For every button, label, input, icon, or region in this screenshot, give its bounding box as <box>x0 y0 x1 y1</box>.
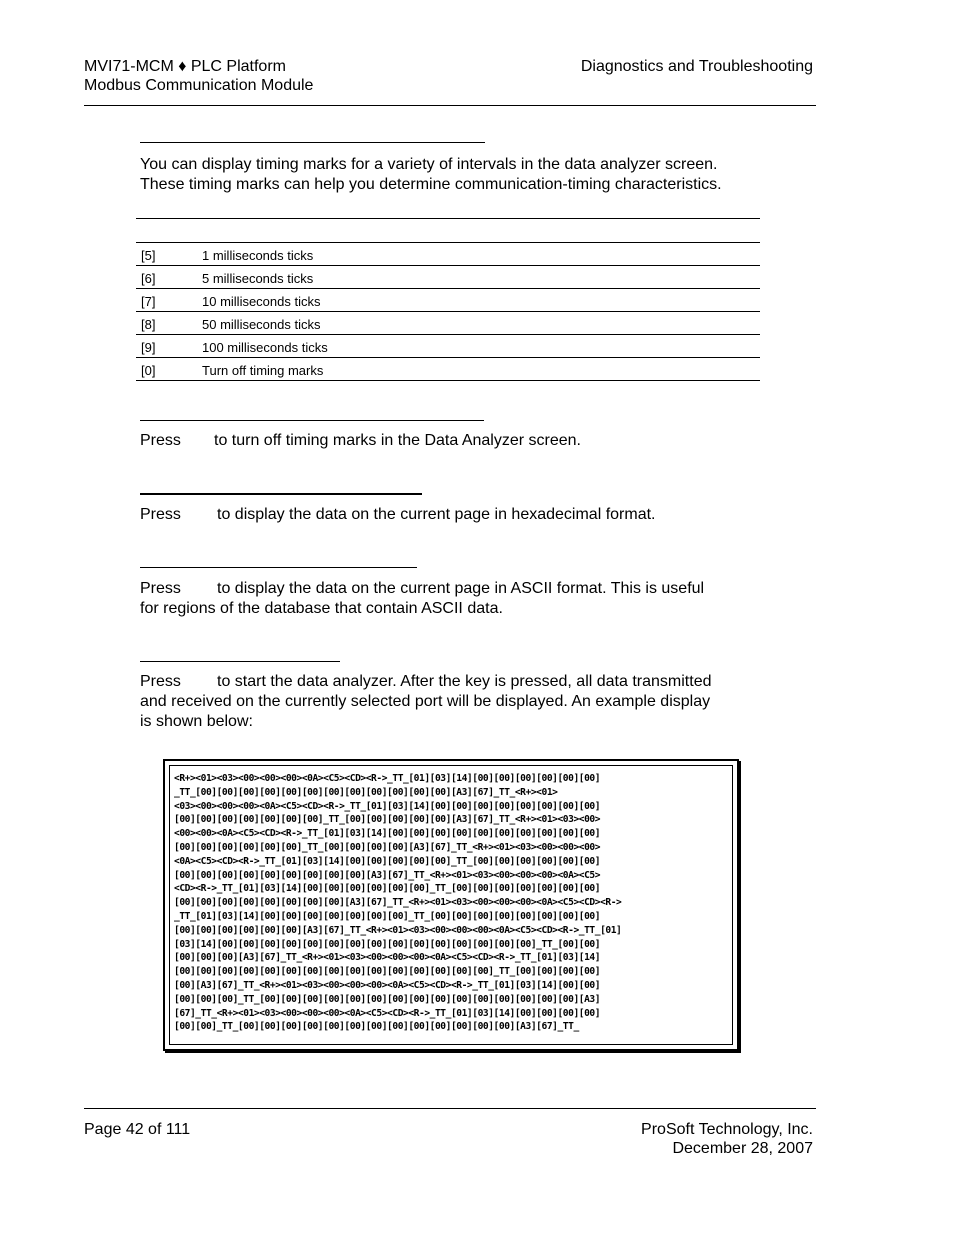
table-row <box>136 312 760 335</box>
analyzer-line: [00][00][00][00][00][00][00][00][00][00][00][00][00][00][00]_TT_[00][00][00][00] <box>174 966 601 978</box>
press-label: Press <box>140 673 181 690</box>
analyzer-line: [67]_TT_<R+><01><03><00><00><00><0A><C5><CD><R->_TT_[01][03][14][00][00][00][00] <box>174 1007 601 1019</box>
analyzer-line: [00][00][00][00][00][00][A3][67]_TT_<R+><01><03><00><00><00><0A><C5><CD><R->_TT_[01] <box>174 924 622 936</box>
header-product-title: MVI71-MCM ♦ PLC Platform <box>84 58 286 75</box>
analyzer-line: [00][00][00][00][00][00][00]_TT_[00][00][00][00][00][A3][67]_TT_<R+><01><03><00> <box>174 814 601 826</box>
intro-paragraph: You can display timing marks for a variety of intervals in the data analyzer screen. These timing marks can help you determine communication-timing characteristics. <box>140 156 722 193</box>
table-row <box>136 289 760 312</box>
start-description-line3: is shown below: <box>140 713 253 730</box>
ascii-description-line1: to display the data on the current page in ASCII format. This is useful <box>217 580 705 597</box>
analyzer-line: [00][00][00][A3][67]_TT_<R+><01><03><00><00><00><0A><C5><CD><R->_TT_[01][03][14] <box>174 952 601 964</box>
description-cell: Turn off timing marks <box>202 363 324 378</box>
footer-company: ProSoft Technology, Inc. <box>641 1121 813 1138</box>
header-section-title: Diagnostics and Troubleshooting <box>580 58 813 75</box>
turn-off-description: to turn off timing marks in the Data Analyzer screen. <box>214 432 581 449</box>
analyzer-line: [00][00]_TT_[00][00][00][00][00][00][00][00][00][00][00][00][00][A3][67]_TT_ <box>174 1021 579 1033</box>
description-cell: 100 milliseconds ticks <box>202 340 328 355</box>
table-row <box>136 358 760 381</box>
analyzer-line: _TT_[00][00][00][00][00][00][00][00][00][00][00][00][A3][67]_TT_<R+><01> <box>174 786 558 798</box>
analyzer-line: [00][A3][67]_TT_<R+><01><03><00><00><00><0A><C5><CD><R->_TT_[01][03][14][00][00] <box>174 979 601 991</box>
analyzer-line: [00][00][00][00][00][00]_TT_[00][00][00][00][A3][67]_TT_<R+><01><03><00><00><00> <box>174 841 601 853</box>
start-description-line2: and received on the currently selected port will be displayed. An example display <box>140 693 711 710</box>
section-heading-rule <box>140 661 340 662</box>
start-description-line1: to start the data analyzer. After the key is pressed, all data transmitted <box>217 673 712 690</box>
description-cell: 50 milliseconds ticks <box>202 317 321 332</box>
key-cell: [6] <box>141 271 156 286</box>
table-row <box>136 335 760 358</box>
data-analyzer-output <box>174 772 621 1034</box>
key-cell: [0] <box>141 363 156 378</box>
analyzer-line: <CD><R->_TT_[01][03][14][00][00][00][00][00][00]_TT_[00][00][00][00][00][00][00] <box>174 883 601 895</box>
table-row <box>136 266 760 289</box>
section-heading-rule <box>140 493 422 495</box>
section-heading-rule <box>140 420 484 421</box>
analyzer-line: [00][00][00]_TT_[00][00][00][00][00][00][00][00][00][00][00][00][00][00][00][A3] <box>174 993 601 1005</box>
page-number: Page 42 of 111 <box>84 1121 191 1138</box>
key-cell: [9] <box>141 340 156 355</box>
table-top-rule <box>136 218 760 219</box>
analyzer-line: <00><00><0A><C5><CD><R->_TT_[01][03][14][00][00][00][00][00][00][00][00][00][00] <box>174 828 601 840</box>
description-cell: 5 milliseconds ticks <box>202 271 314 286</box>
analyzer-line: <0A><C5><CD><R->_TT_[01][03][14][00][00][00][00][00]_TT_[00][00][00][00][00][00] <box>174 855 601 867</box>
press-label: Press <box>140 580 181 597</box>
analyzer-line: [00][00][00][00][00][00][00][00][A3][67]_TT_<R+><01><03><00><00><00><0A><C5><CD><R-> <box>174 897 622 909</box>
press-label: Press <box>140 432 181 449</box>
description-cell: 1 milliseconds ticks <box>202 248 314 263</box>
analyzer-line: <R+><01><03><00><00><00><0A><C5><CD><R->_TT_[01][03][14][00][00][00][00][00][00] <box>174 773 601 784</box>
key-cell: [5] <box>141 248 156 263</box>
hex-description: to display the data on the current page in hexadecimal format. <box>217 506 656 523</box>
press-label: Press <box>140 506 181 523</box>
header-module-title: Modbus Communication Module <box>84 77 314 94</box>
header-rule <box>84 105 816 106</box>
table-row <box>136 243 760 266</box>
analyzer-line: [03][14][00][00][00][00][00][00][00][00][00][00][00][00][00][00][00]_TT_[00][00] <box>174 938 601 950</box>
analyzer-line: _TT_[01][03][14][00][00][00][00][00][00][00]_TT_[00][00][00][00][00][00][00][00] <box>174 910 601 922</box>
footer-date: December 28, 2007 <box>672 1140 813 1157</box>
key-cell: [7] <box>141 294 156 309</box>
ascii-description-line2: for regions of the database that contain ASCII data. <box>140 600 503 617</box>
data-analyzer-screenshot <box>163 759 739 1051</box>
footer-rule <box>84 1108 816 1109</box>
description-cell: 10 milliseconds ticks <box>202 294 321 309</box>
data-analyzer-screen-frame <box>169 765 733 1045</box>
key-cell: [8] <box>141 317 156 332</box>
analyzer-line: <03><00><00><00><0A><C5><CD><R->_TT_[01][03][14][00][00][00][00][00][00][00][00] <box>174 800 601 812</box>
section-heading-rule <box>140 567 417 568</box>
analyzer-line: [00][00][00][00][00][00][00][00][00][A3][67]_TT_<R+><01><03><00><00><00><0A><C5> <box>174 869 601 881</box>
section-heading-rule <box>140 142 485 143</box>
